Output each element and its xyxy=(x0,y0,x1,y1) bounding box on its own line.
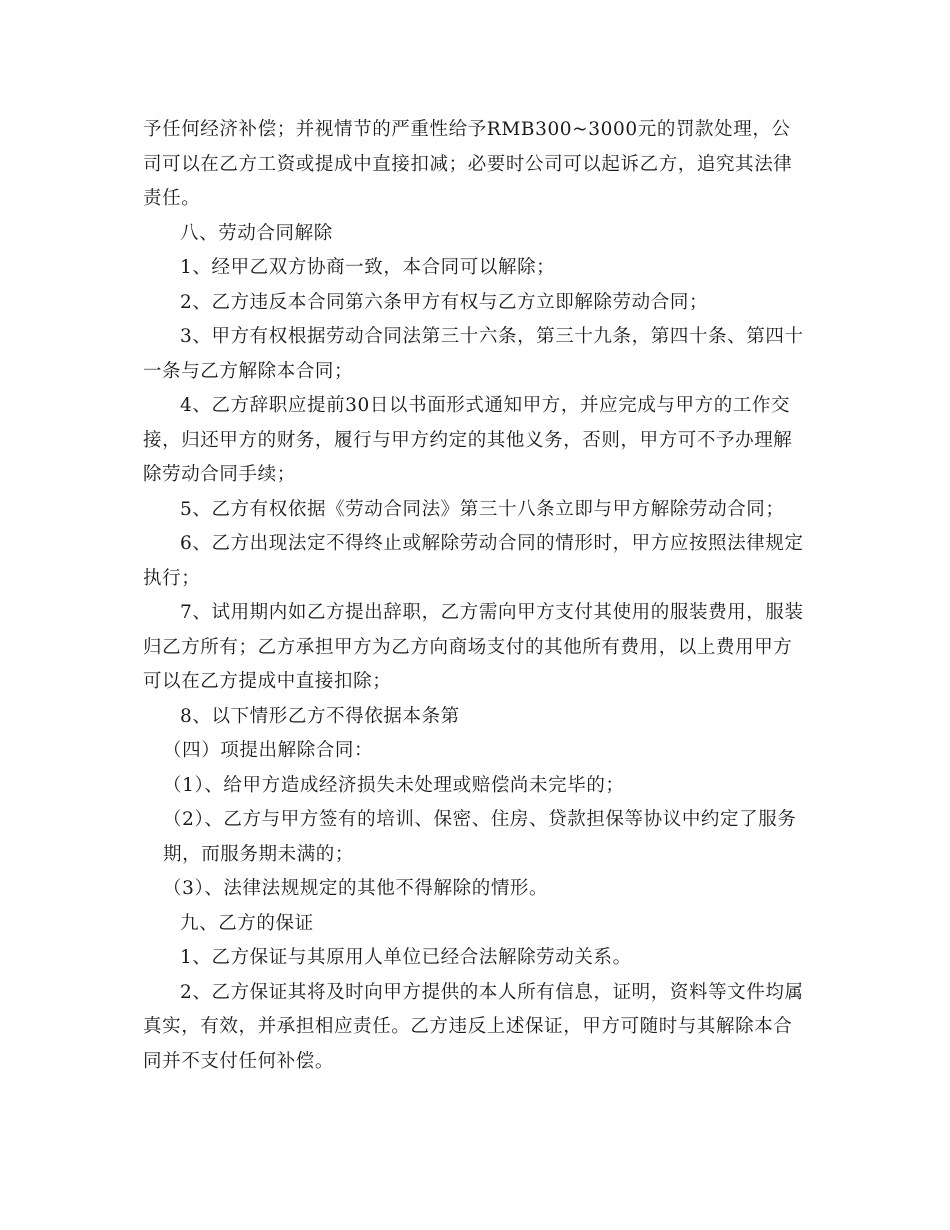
paragraph-continued-penalty: 予任何经济补偿；并视情节的严重性给予RMB300~3000元的罚款处理，公司可以在乙方工资或提成中直接扣减；必要时公司可以起诉乙方，追究其法律责任。 xyxy=(143,119,793,209)
clause-8-5: 5、乙方有权依据《劳动合同法》第三十八条立即与甲方解除劳动合同； xyxy=(180,498,785,520)
clause-9-2: 2、乙方保证其将及时向甲方提供的本人所有信息，证明，资料等文件均属真实，有效，并承担相应责任。乙方违反上述保证，甲方可随时与其解除本合同并不支付任何补偿。 xyxy=(143,981,804,1072)
clause-8-8-item-3: （3）、法律法规规定的其他不得解除的情形。 xyxy=(163,878,549,899)
document-body xyxy=(143,113,807,1079)
clause-8-6: 6、乙方出现法定不得终止或解除劳动合同的情形时，甲方应按照法律规定执行； xyxy=(143,533,804,589)
clause-8-7: 7、试用期内如乙方提出辞职，乙方需向甲方支付其使用的服装费用，服装归乙方所有；乙方承担甲方为乙方向商场支付的其他所有费用，以上费用甲方可以在乙方提成中直接扣除； xyxy=(143,602,804,692)
clause-8-8-continued: （四）项提出解除合同： xyxy=(163,740,374,761)
clause-8-2: 2、乙方违反本合同第六条甲方有权与乙方立即解除劳动合同； xyxy=(180,291,709,313)
clause-8-4: 4、乙方辞职应提前30日以书面形式通知甲方，并应完成与甲方的工作交接，归还甲方的财务，履行与甲方约定的其他义务，否则，甲方可不予办理解除劳动合同手续； xyxy=(143,395,793,485)
clause-8-1: 1、经甲乙双方协商一致，本合同可以解除； xyxy=(180,257,556,278)
clause-8-3: 3、甲方有权根据劳动合同法第三十六条，第三十九条，第四十条、第四十一条与乙方解除本合同； xyxy=(143,326,804,382)
clause-8-8-item-1: （1）、给甲方造成经济损失未处理或赔偿尚未完毕的； xyxy=(163,774,625,796)
clause-8-8-item-2: （2）、乙方与甲方签有的培训、保密、住房、贷款担保等协议中约定了服务期，而服务期未满的； xyxy=(163,809,797,865)
section-heading-party-b-guarantee: 九、乙方的保证 xyxy=(180,912,314,934)
section-heading-contract-termination: 八、劳动合同解除 xyxy=(180,222,333,244)
clause-8-8: 8、以下情形乙方不得依据本条第 xyxy=(180,705,460,727)
clause-9-1: 1、乙方保证与其原用人单位已经合法解除劳动关系。 xyxy=(180,947,632,968)
